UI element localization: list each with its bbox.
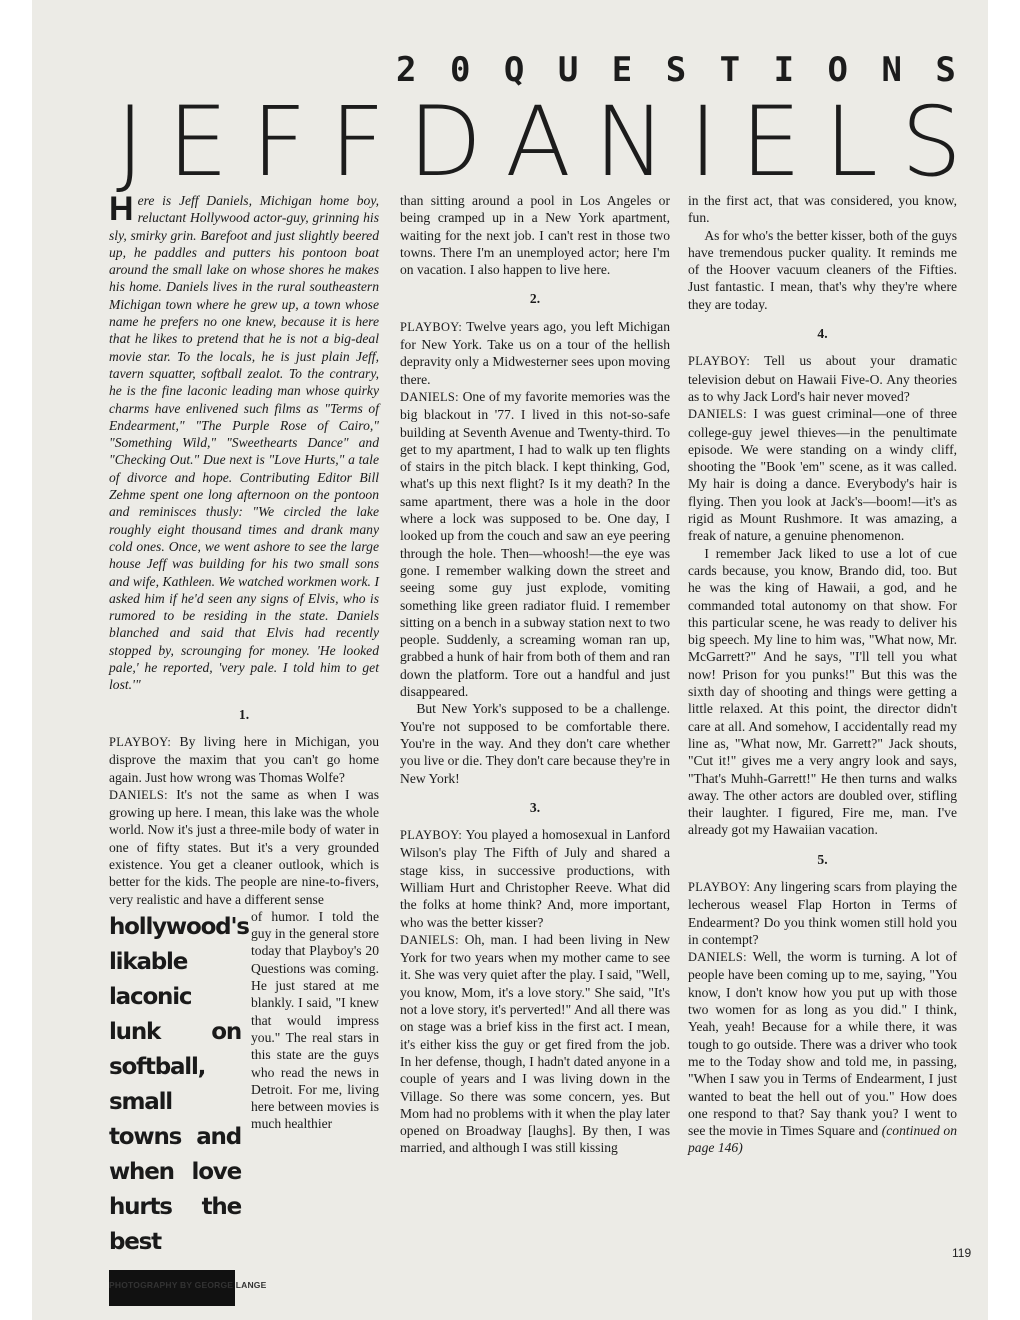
- headline-letter: J: [116, 86, 145, 198]
- question-5-text: Any lingering scars from playing the lecherous weasel Flap Horton in Terms of Endearment? Do you think women still hold you in contempt?: [688, 878, 957, 947]
- speaker-playboy: PLAYBOY:: [688, 354, 751, 369]
- question-4-text: Tell us about your dramatic television debut on Hawaii Five-O. Any theories as to why Jack Lord's hair never moved?: [688, 353, 957, 404]
- speaker-daniels: DANIELS:: [400, 932, 459, 947]
- drop-cap: H: [109, 190, 134, 228]
- intro-paragraph: [109, 192, 379, 694]
- speaker-playboy: PLAYBOY:: [688, 879, 751, 894]
- headline-letter: S: [900, 86, 962, 198]
- speaker-playboy: PLAYBOY:: [400, 828, 463, 843]
- answer-1: [109, 786, 379, 908]
- question-1-text: By living here in Michigan, you disprove the maxim that you can't go home again. Just how wrong was Thomas Wolfe?: [109, 733, 379, 785]
- continued-note: (continued on page 146): [688, 1123, 957, 1156]
- page-number: 119: [952, 1246, 972, 1260]
- column-3: [688, 192, 957, 1157]
- kicker-letter: E: [611, 50, 633, 90]
- headline-letter: I: [689, 86, 718, 198]
- question-number-5: 5.: [817, 851, 828, 867]
- headline-letter: E: [740, 86, 802, 198]
- headline-letter: A: [505, 86, 571, 198]
- answer-1-continued: of humor. I told the guy in the general store today that Playboy's 20 Questions was coming. He just stared at me blankly. I said, "I knew that would impress you." The real stars in this state are the guys who read the news in Detroit. For me, living here between movies is much healthier: [251, 908, 379, 1132]
- answer-3: [400, 931, 670, 1157]
- answer-1-text: It's not the same as when I was growing up here. I mean, this lake was the whole world. Now it's just a three-mile body of water in one of fifty states. But it's a very grounded existence. You get a cleaner outlook, which is better for the kids. The people are nine-to-fivers, very realistic and have a different sense: [109, 786, 379, 907]
- answer-2: [400, 388, 670, 700]
- answer-4-paragraph-2: I remember Jack liked to use a lot of cue cards because, you know, Brando did, too. But he was the king of Hawaii, a god, and he commanded total autonomy on that show. For this particular scene, he was ready to deliver his big speech. My line to him was, "What now, Mr. McGarrett?" And he says, "I'll tell you what now! Prison for you punks!" But this was the sixth day of shooting and things were getting a little relaxed. At this point, the director didn't care at all. And somehow, I accidentally read my line as, "What now, Mr. Garrett?" Jack shouts, "Cut it!" gives me a very angry look and says, "That's Muhh-Garrett!" He then turns and walks away. The other actors are doubled over, stifling their laughter. I figured, Fire me, man. I've already got my Hawaiian vacation.: [688, 545, 957, 838]
- headline-jeff-daniels: [116, 86, 962, 198]
- speaker-daniels: DANIELS:: [109, 787, 168, 802]
- kicker-letter: T: [719, 50, 741, 90]
- pull-quote-text: hollywood's likable laconic lunk on softball, small towns and when love hurts the best: [109, 913, 249, 1255]
- column-1: [109, 192, 379, 1310]
- column-2: [400, 192, 670, 1157]
- question-1: [109, 733, 379, 786]
- question-3: [400, 826, 670, 931]
- photo-credit: PHOTOGRAPHY BY GEORGE LANGE: [109, 1280, 267, 1290]
- headline-letter: F: [251, 86, 307, 198]
- kicker-letter: 0: [449, 50, 471, 90]
- intro-text: ere is Jeff Daniels, Michigan home boy, reluctant Hollywood actor-guy, grinning his sly, smirky grin. Barefoot and just slightly beered up, he paddles and putters his pontoon boat around the small lake on whose shores he makes his home. Daniels lives in the rural southeastern Michigan town where he grew up, a town whose name he prefers no one knew, because it is here that he likes to pretend that he is not a big-deal movie star. To the locals, he is just plain Jeff, tavern squatter, softball zealot. To the contrary, he is the fine laconic leading man whose quirky charms have enlivened such films as "Terms of Endearment," "The Purple Rose of Cairo," "Something Wild," "Sweethearts Dance" and "Checking Out." Due next is "Love Hurts," a tale of divorce and hope. Contributing Editor Bill Zehme spent one long afternoon on the pontoon and reminisces thusly: "We circled the lake roughly eight thousand times and drank many cold ones. Once, we went ashore to see the large house Jeff was building for his two small sons and wife, Kathleen. We watched workmen work. I asked him if he'd seen any signs of Elvis, who is rumored to be residing in the state. Daniels blanched and said that Elvis had recently stopped by, scrounging for money. 'He looked pale,' he reported, 'very pale. I told him to get lost.'": [109, 193, 379, 693]
- question-2-text: Twelve years ago, you left Michigan for New York. Take us on a tour of the hellish depravity only a Midwesterner sees upon moving there.: [400, 318, 670, 387]
- answer-5-text: Well, the worm is turning. A lot of people have been coming up to me, saying, "You know, I don't know how you put up with those two women for as long as you did." I think, Yeah, yeah! Because for a while there, it was tough to go outside. There was a driver who took me to the Today show and told me, in passing, "When I saw you in Terms of Endearment, I just wanted to beat the hell out of you." How does one respond to that? Say thank you? I went to see the movie in Times Square and: [688, 949, 958, 1139]
- speaker-playboy: PLAYBOY:: [400, 319, 463, 334]
- headline-letter: F: [329, 86, 385, 198]
- kicker-letter: U: [557, 50, 579, 90]
- headline-letter: N: [594, 86, 666, 198]
- answer-3-paragraph-2: As for who's the better kisser, both of the guys have tremendous pucker quality. It reminds me of the Hoover vacuum cleaners of the Fifties. Just fantastic. I mean, that's why they're where they are today.: [688, 227, 957, 312]
- speaker-daniels: DANIELS:: [688, 407, 747, 422]
- kicker-letter: O: [827, 50, 848, 90]
- speaker-daniels: DANIELS:: [400, 389, 459, 404]
- answer-3-text: Oh, man. I had been living in New York for two years when my mother came to see it. She was very quiet after the play. I said, "Well, you know, Mom, it's a love story." She said, "It's not a love story, it's perverted!" And all there was on stage was a brief kiss in the first act. I mean, it's either kiss the guy or get fired from the job. In her defense, though, I hadn't dated anyone in a couple of years and I was living down in the Village. So there was some concern, yes. But Mom had no problems with it when the play later opened on Broadway [laughs]. By then, I was married, and although I was still kissing: [400, 931, 670, 1156]
- answer-1-end: than sitting around a pool in Los Angeles or being cramped up in a New York apartment, waiting for the next job. I can't rest in those two towns. There I'm an unemployed actor; here I'm on vacation. I also happen to live here.: [400, 193, 670, 278]
- headline-letter: E: [167, 86, 229, 198]
- question-number-4: 4.: [817, 326, 828, 342]
- speaker-daniels: DANIELS:: [688, 950, 747, 965]
- answer-3-end: in the first act, that was considered, you know, fun.: [688, 193, 957, 226]
- answer-4-text: I was guest criminal—one of three college-guy jewel thieves—in the penultimate episode. We were standing on a windy cliff, shooting the "Book 'em" scene, as it was called. My hair is doing a dance. Everybody's hair is flying. Then you look at Jack's—boom!—it's as rigid as Mount Rushmore. It was amazing, a freak of nature, a genuine phenomenon.: [688, 406, 957, 544]
- question-number-1: 1.: [238, 706, 250, 722]
- answer-2-paragraph-2: But New York's supposed to be a challenge. You're not supposed to be comfortable there. You're in the way. And they don't care whether you live or die. They don't care because they're in New York!: [400, 701, 670, 786]
- answer-4: [688, 405, 957, 544]
- pull-quote: [109, 910, 249, 1306]
- answer-1-with-pullquote: [109, 908, 379, 1255]
- question-3-text: You played a homosexual in Lanford Wilson's play The Fifth of July and shared a stage kiss, in successive productions, with William Hurt and Christopher Reeve. What did the folks at home think? And, more important, who was the better kisser?: [400, 827, 671, 930]
- kicker-letter: S: [665, 50, 687, 90]
- answer-2-text: One of my favorite memories was the big blackout in '77. I lived in this not-so-safe building at Seventh Avenue and Twenty-third. To get to my apartment, I had to walk up ten flights of stairs in the pitch black. I kept thinking, God, what's up this next flight? Is it my death? In the same apartment, there was a hole in the door where a lock was supposed to be. One day, I looked up from the couch and saw an eye peering through the hole. Then—whoosh!—the eye was gone. I remember walking down the street and seeing some guy just explode, vomiting something like green radiator fluid. I remember sitting on a bench in a subway station next to two people. Suddenly, a screaming woman ran up, grabbed a hunk of hair from both of them and ran down the platform. Tore out a handful and just disappeared.: [400, 388, 670, 700]
- magazine-page: [32, 0, 988, 1320]
- question-4: [688, 352, 957, 405]
- answer-5: [688, 948, 957, 1157]
- question-number-3: 3.: [529, 799, 541, 815]
- headline-letter: L: [824, 86, 878, 198]
- kicker-letter: 2: [396, 50, 417, 90]
- kicker-letter: N: [881, 50, 902, 90]
- question-number-2: 2.: [529, 291, 541, 307]
- kicker-letter: S: [935, 50, 956, 90]
- kicker-letter: Q: [503, 50, 525, 90]
- speaker-playboy: PLAYBOY:: [109, 734, 172, 749]
- kicker-letter: I: [773, 50, 795, 90]
- question-2: [400, 318, 670, 388]
- kicker-20-questions: [396, 50, 956, 90]
- headline-letter: D: [408, 86, 483, 198]
- question-5: [688, 878, 957, 948]
